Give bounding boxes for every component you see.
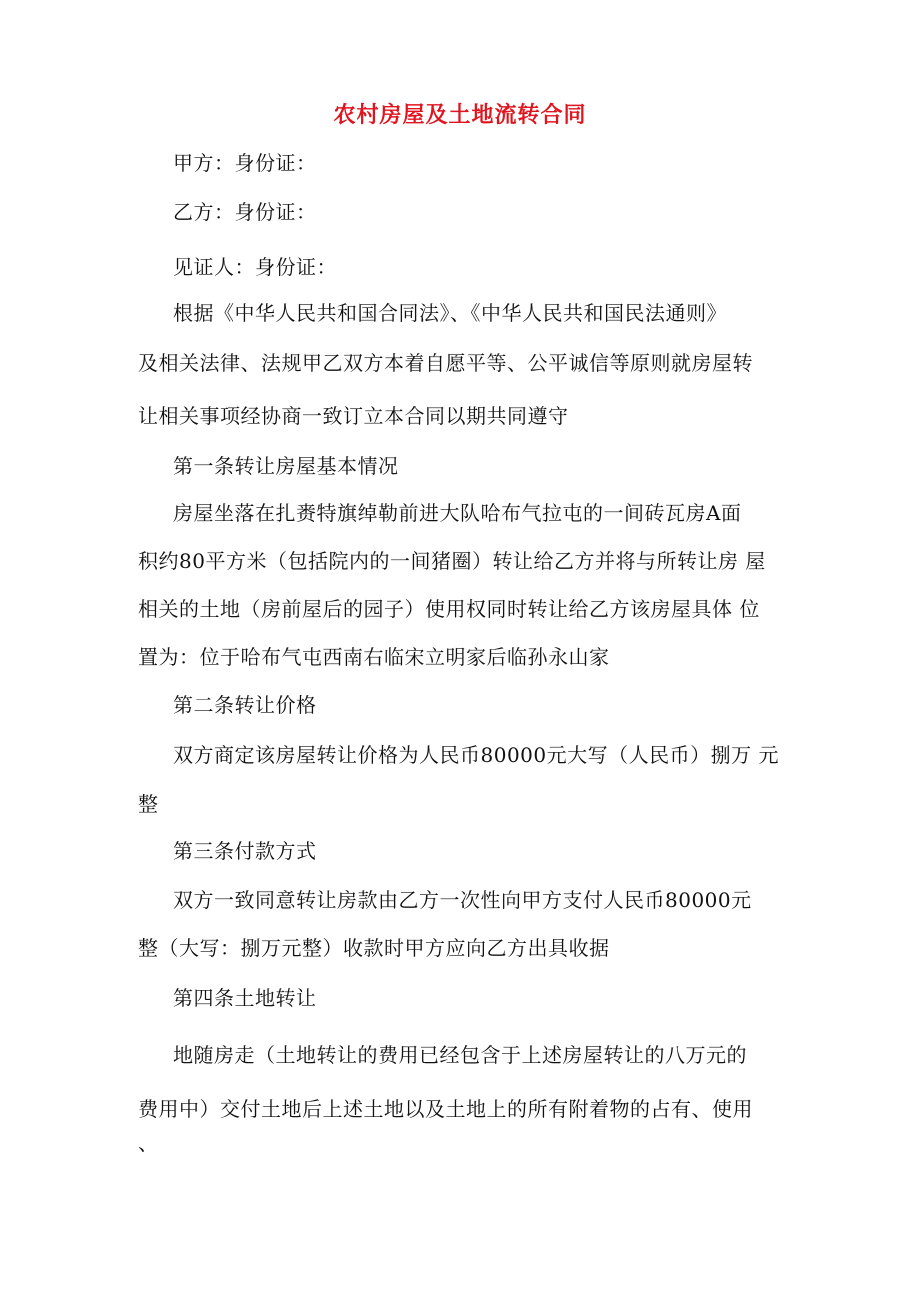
article-3-heading: 第三条付款方式 bbox=[173, 839, 317, 863]
preamble-line-2: 及相关法律、法规甲乙双方本着自愿平等、公平诚信等原则就房屋转 bbox=[138, 351, 753, 375]
party-b-line: 乙方：身份证： bbox=[173, 200, 317, 224]
article-3-line-1: 双方一致同意转让房款由乙方一次性向甲方支付人民币80000元 bbox=[173, 888, 752, 912]
article-4-heading: 第四条土地转让 bbox=[173, 986, 317, 1010]
article-4-line-2: 费用中）交付土地后上述土地以及土地上的所有附着物的占有、使用 bbox=[138, 1097, 753, 1121]
article-4-line-3: 、 bbox=[138, 1131, 159, 1155]
article-2-line-2: 整 bbox=[138, 792, 159, 816]
party-a-line: 甲方：身份证： bbox=[173, 151, 317, 175]
article-1-line-4: 置为：位于哈布气屯西南右临宋立明家后临孙永山家 bbox=[138, 645, 610, 669]
article-4-line-1: 地随房走（土地转让的费用已经包含于上述房屋转让的八万元的 bbox=[173, 1043, 747, 1067]
witness-line: 见证人：身份证： bbox=[173, 255, 337, 279]
preamble-line-1: 根据《中华人民共和国合同法》、《中华人民共和国民法通则》 bbox=[173, 301, 727, 325]
article-3-line-2: 整（大写：捌万元整）收款时甲方应向乙方出具收据 bbox=[138, 936, 610, 960]
article-1-line-1: 房屋坐落在扎赉特旗绰勒前进大队哈布气拉屯的一间砖瓦房A面 bbox=[173, 501, 742, 525]
article-1-line-2: 积约80平方米（包括院内的一间猪圈）转让给乙方并将与所转让房 屋 bbox=[138, 549, 766, 573]
article-2-heading: 第二条转让价格 bbox=[173, 693, 317, 717]
article-1-heading: 第一条转让房屋基本情况 bbox=[173, 454, 399, 478]
preamble-line-3: 让相关事项经协商一致订立本合同以期共同遵守 bbox=[138, 404, 569, 428]
document-title: 农村房屋及土地流转合同 bbox=[333, 102, 587, 128]
article-2-line-1: 双方商定该房屋转让价格为人民币80000元大写（人民币）捌万 元 bbox=[173, 743, 779, 767]
article-1-line-3: 相关的土地（房前屋后的园子）使用权同时转让给乙方该房屋具体 位 bbox=[138, 597, 760, 621]
